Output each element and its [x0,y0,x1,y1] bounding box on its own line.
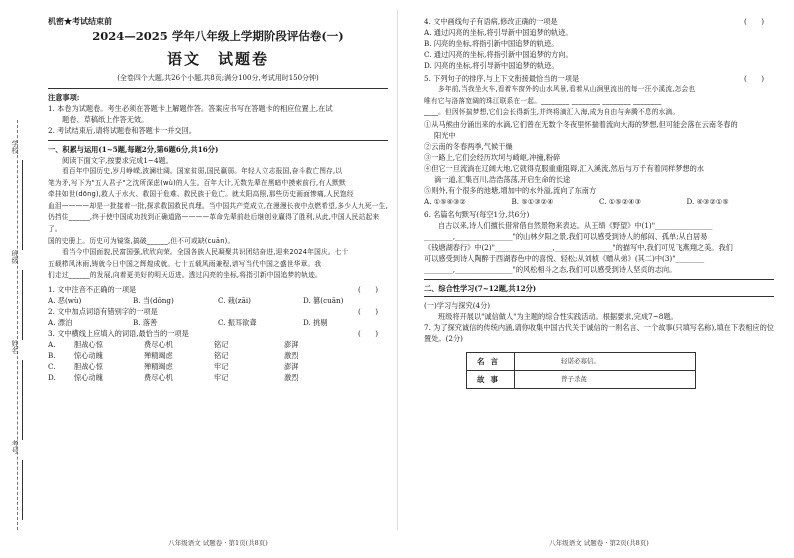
option-word: 殚精竭虑 [144,350,173,360]
notice-line: 2. 考试结束后,请将试题卷和答题卡一并交回。 [48,126,196,135]
option-row-c[interactable] [48,361,388,372]
question-2-options [48,317,388,328]
option-b[interactable]: B. 落善 [133,317,158,327]
title-rule [48,88,388,89]
option-c[interactable]: C. 通过闪亮的坐标,将指引新中国追梦的方向。 [424,50,573,59]
table-row [467,370,696,388]
option-b[interactable]: B. 当(dōng) [133,295,174,305]
question-3-stem: 3. 文中横线上应填入的词语,最恰当的一项是 [48,328,189,338]
question-5-passage-line: ____。但因怀揣梦想,它们会长得新生,并终将滴汇入海,成为自由与奔腾不息的水滴。 [424,108,680,117]
question-5-passage-line: 唯有它与洛落宽阔的珠江联系在一起。________ ________ ________ ________ [424,96,662,105]
option-word: 牢记 [214,372,229,382]
option-a[interactable]: A. 漂泊 [48,317,73,327]
right-page-footer: 八年级语文 试题卷 · 第2页(共8页) [549,539,649,547]
answer-paren[interactable]: ( ) [358,306,378,316]
left-page [48,10,388,383]
sentence-item: ②云南的冬春两季,气候干燥 [424,141,513,151]
sentence-item: 滴一道,汇集百川,浩浩荡荡,开启生命的长途 [434,174,571,184]
passage-line: 们走过______的发展,向着更美好的明天迈进。透过闪亮的坐标,将指引新中国追梦的轨迹。 [48,271,322,280]
option-d[interactable]: D. 挑剔 [303,317,328,327]
option-word: 铭记 [214,350,229,360]
passage-2 [48,247,388,282]
option-d[interactable]: D. 篡(cuān) [303,295,344,305]
confidential-label: 机密★考试结束前 [48,16,112,26]
answer-table [466,352,696,389]
section-2-heading: 二、综合性学习(7~12题,共12分) [424,283,537,293]
binding-label-school: 学校 [11,140,19,154]
notice-rule [48,140,388,141]
option-word: 惊心动魄 [74,350,103,360]
question-5-stem: 5. 下列句子的排序,与上下文衔接最恰当的一项是 [424,74,580,83]
binding-label-name: 姓名 [11,340,19,354]
notice-line: 题卷、草稿纸上作答无效。 [62,115,149,124]
notice-title: 注意事项: [48,93,80,102]
option-letter: C. [48,361,56,371]
option-a[interactable]: A. ①⑤④③② [424,196,466,206]
question-6-stem: 6. 名篇名句默写(每空1分,共6分) [424,209,530,219]
option-word: 牢记 [214,361,229,371]
exam-subtitle: 语文 试题卷 [166,50,269,68]
option-word: 澎湃 [284,339,299,349]
option-d[interactable]: D. 闪亮的坐标,将引导新中国追梦的轨迹。 [424,61,559,70]
table-header-quote: 名言 [467,352,515,370]
option-word: 澎湃 [284,361,299,371]
binding-label-class: 班级 [11,250,19,264]
reading-instruction: 阅读下面文字,按要求完成1~4题。 [62,156,173,165]
notice-line: 1. 本卷为试题卷。考生必须在答题卡上解题作答。答案应书写在答题卡的相应位置上,在试 [48,104,333,113]
binding-dashed-line [17,120,18,530]
binding-strip [4,120,32,530]
passage-line: 笔为矛,写下为"五人君子"之沈所深虑(wù)的人生。百年大计,无数先辈在黑暗中摸索前行,有人默默 [48,178,346,187]
question-5-passage-line: 多年前,当我坐火车,看着车窗外的山水风景,看着从山涧里流出的每一汪小溪流,怎会也 [438,85,696,93]
option-row-a[interactable] [48,339,388,350]
passage-line: 看当今中国面貌,民富国强,欣欣向荣。全国各族人民凝聚共识团结奋进,迎来2024年国庆。七十 [62,248,349,257]
question-2 [48,306,388,317]
passage-line: 五载栉风沐雨,铸就今日中国之辉煌成就。七十五载风雨兼程,谱写当代中国之盛世华章。我 [48,259,322,268]
question-7-stem: 7. 为了探究诚信的传统内涵,请你收集中国古代关于诚信的一则名言、一个故事(只填写名称),填在下表相应的位置处。(2分) [424,322,774,343]
score-line: (全卷四个大题,共26个小题,共8页;满分100分,考试用时150分钟) [117,74,319,82]
option-b[interactable]: B. 闪亮的坐标,将指引新中国追梦的轨迹。 [424,39,559,48]
option-word: 激烈 [284,350,299,360]
option-b[interactable]: B. ⑤①③②④ [511,196,554,206]
passage-line: 看百年中国历史,岁月峥嵘,波澜壮阔。国家贫弱,国民羸弱。年轻人立志报国,奋斗救亡图存,以 [62,167,343,175]
question-1-stem: 1. 文中注音不正确的一项是 [48,284,137,294]
section-1-heading: 一、积累与运用(1~5题,每题2分,第6题6分,共16分) [48,145,219,154]
handwritten-quote: 轻诺必寡信。 [561,357,600,366]
answer-paren[interactable]: ( ) [358,328,378,338]
sentence-item: ③一路上,它们会经历坎坷与崎岖,冲撞,粉碎 [424,152,561,162]
option-word: 铭记 [214,339,229,349]
exam-title: 2024—2025 学年八年级上学期阶段评估卷(一) [92,29,344,43]
story-answer-cell[interactable] [515,370,696,388]
passage-1 [48,166,388,247]
question-5-options [424,196,774,207]
option-letter: D. [48,372,56,382]
option-letter: B. [48,350,56,360]
answer-paren[interactable]: ( ) [358,284,378,294]
question-5 [424,73,774,84]
sentence-item: 阳光中 [434,130,456,140]
question-6-line[interactable]: 《钱塘湖春行》中(2)"________________,________________"的描写中,我们可见飞燕翔之美。我们 [424,242,733,252]
sentence-item: ①从马熊由分涌出来的水滴,它们曾在无数个冬夜里怀揣着流向大海的梦想,但可能会落在云南冬春的 [424,119,738,129]
option-d[interactable]: D. ④③②①⑤ [686,196,729,206]
question-3-options [48,339,388,383]
option-row-b[interactable] [48,350,388,361]
option-word: 费尽心机 [144,339,173,349]
right-page [424,10,774,389]
option-word: 费尽心机 [144,372,173,382]
page-divider [397,10,398,530]
option-word: 激烈 [284,372,299,382]
option-word: 惊心动魄 [74,372,103,382]
question-2-stem: 2. 文中加点词语有错别字的一项是 [48,306,158,316]
option-word: 胆战心惊 [74,339,103,349]
answer-paren[interactable]: ( ) [744,74,764,83]
binding-blank-class[interactable] [22,270,30,340]
option-c[interactable]: C. 振耳欲聋 [218,317,257,327]
question-6-line[interactable]: ________,________________"的山林夕阳之景,我们可以感受到诗人的郁闷、孤单;从白居易 [424,231,708,241]
option-a[interactable]: A. 通过闪亮的坐标,将引导新中国追梦的轨迹。 [424,28,573,37]
handwritten-story: 曾子杀彘 [561,375,587,384]
question-3 [48,328,388,339]
table-row [467,352,696,370]
option-c[interactable]: C. ①⑤②④③ [599,196,642,206]
option-row-d[interactable] [48,372,388,383]
answer-paren[interactable]: ( ) [744,17,764,26]
section-rule [424,296,774,297]
passage-line: 血泪————却是一批接着一批,探求救国救民真理。当中国共产党成立,在漫漫长夜中点燃希望,多少人九死一生, [48,201,388,210]
passage-line: 国的史册上。历史可为镜鉴,搞破______,但不可或缺(cuān)。 [48,236,235,245]
section-rule [424,279,774,280]
question-6-line[interactable]: 自古以来,诗人们擅长借常借自然景物来表达。从王绩《野望》中(1)"________________ [438,220,713,230]
question-1 [48,284,388,295]
option-word: 殚精竭虑 [144,361,173,371]
sentence-item: ⑤则外,有个很多的池塘,增加中的水外溢,流向了东南方 [424,185,597,195]
question-1-options [48,295,388,306]
subsection-heading: (一)学习与探究(4分) [424,300,491,310]
left-page-footer: 八年级语文 试题卷 · 第1页(共8页) [168,539,268,547]
binding-blank-school[interactable] [22,160,30,250]
question-6-line[interactable]: ________,________________"的风松相斗之态,我们可以感受到诗人坚贞的志向。 [424,264,677,274]
table-header-story: 故事 [467,370,515,388]
subsection-text: 班级将开展以"诚信做人"为主题的综合性实践活动。根据要求,完成7~8题。 [438,311,678,321]
passage-line: 牵挂如世(dōng),救人于水火、救国于危难、救民族于危亡。就太阳高照,那些历史画面惨痛,人民饱经 [48,190,354,199]
option-a[interactable]: A. 恶(wù) [48,295,82,305]
question-4-stem: 4. 文中画线句子有语病,修改正确的一项是 [424,17,558,26]
quote-answer-cell[interactable] [515,352,696,370]
binding-label-number: 考号 [11,440,19,454]
binding-blank-number[interactable] [22,460,30,520]
binding-blank-name[interactable] [22,360,30,440]
question-4 [424,16,774,27]
sentence-item: ④但它一旦流淌在辽阔大地,它就得克服重重阻碍,汇入溪流,然后与万千有着同样梦想的水 [424,163,704,173]
option-word: 胆战心惊 [74,361,103,371]
passage-line: 仍挡住______,终于使中国成功找到正确道路————革命先辈前赴后继创业赢得了胜利,从此,中国人民站起来了。 [48,213,380,233]
option-letter: A. [48,339,56,349]
option-c[interactable]: C. 栽(zāi) [218,295,251,305]
question-6-line[interactable]: 可以感受到诗人陶醉于西湖春色中的喜悦、轻松;从刘桢《赠从弟》(其二)中(3)"________ [424,253,705,263]
